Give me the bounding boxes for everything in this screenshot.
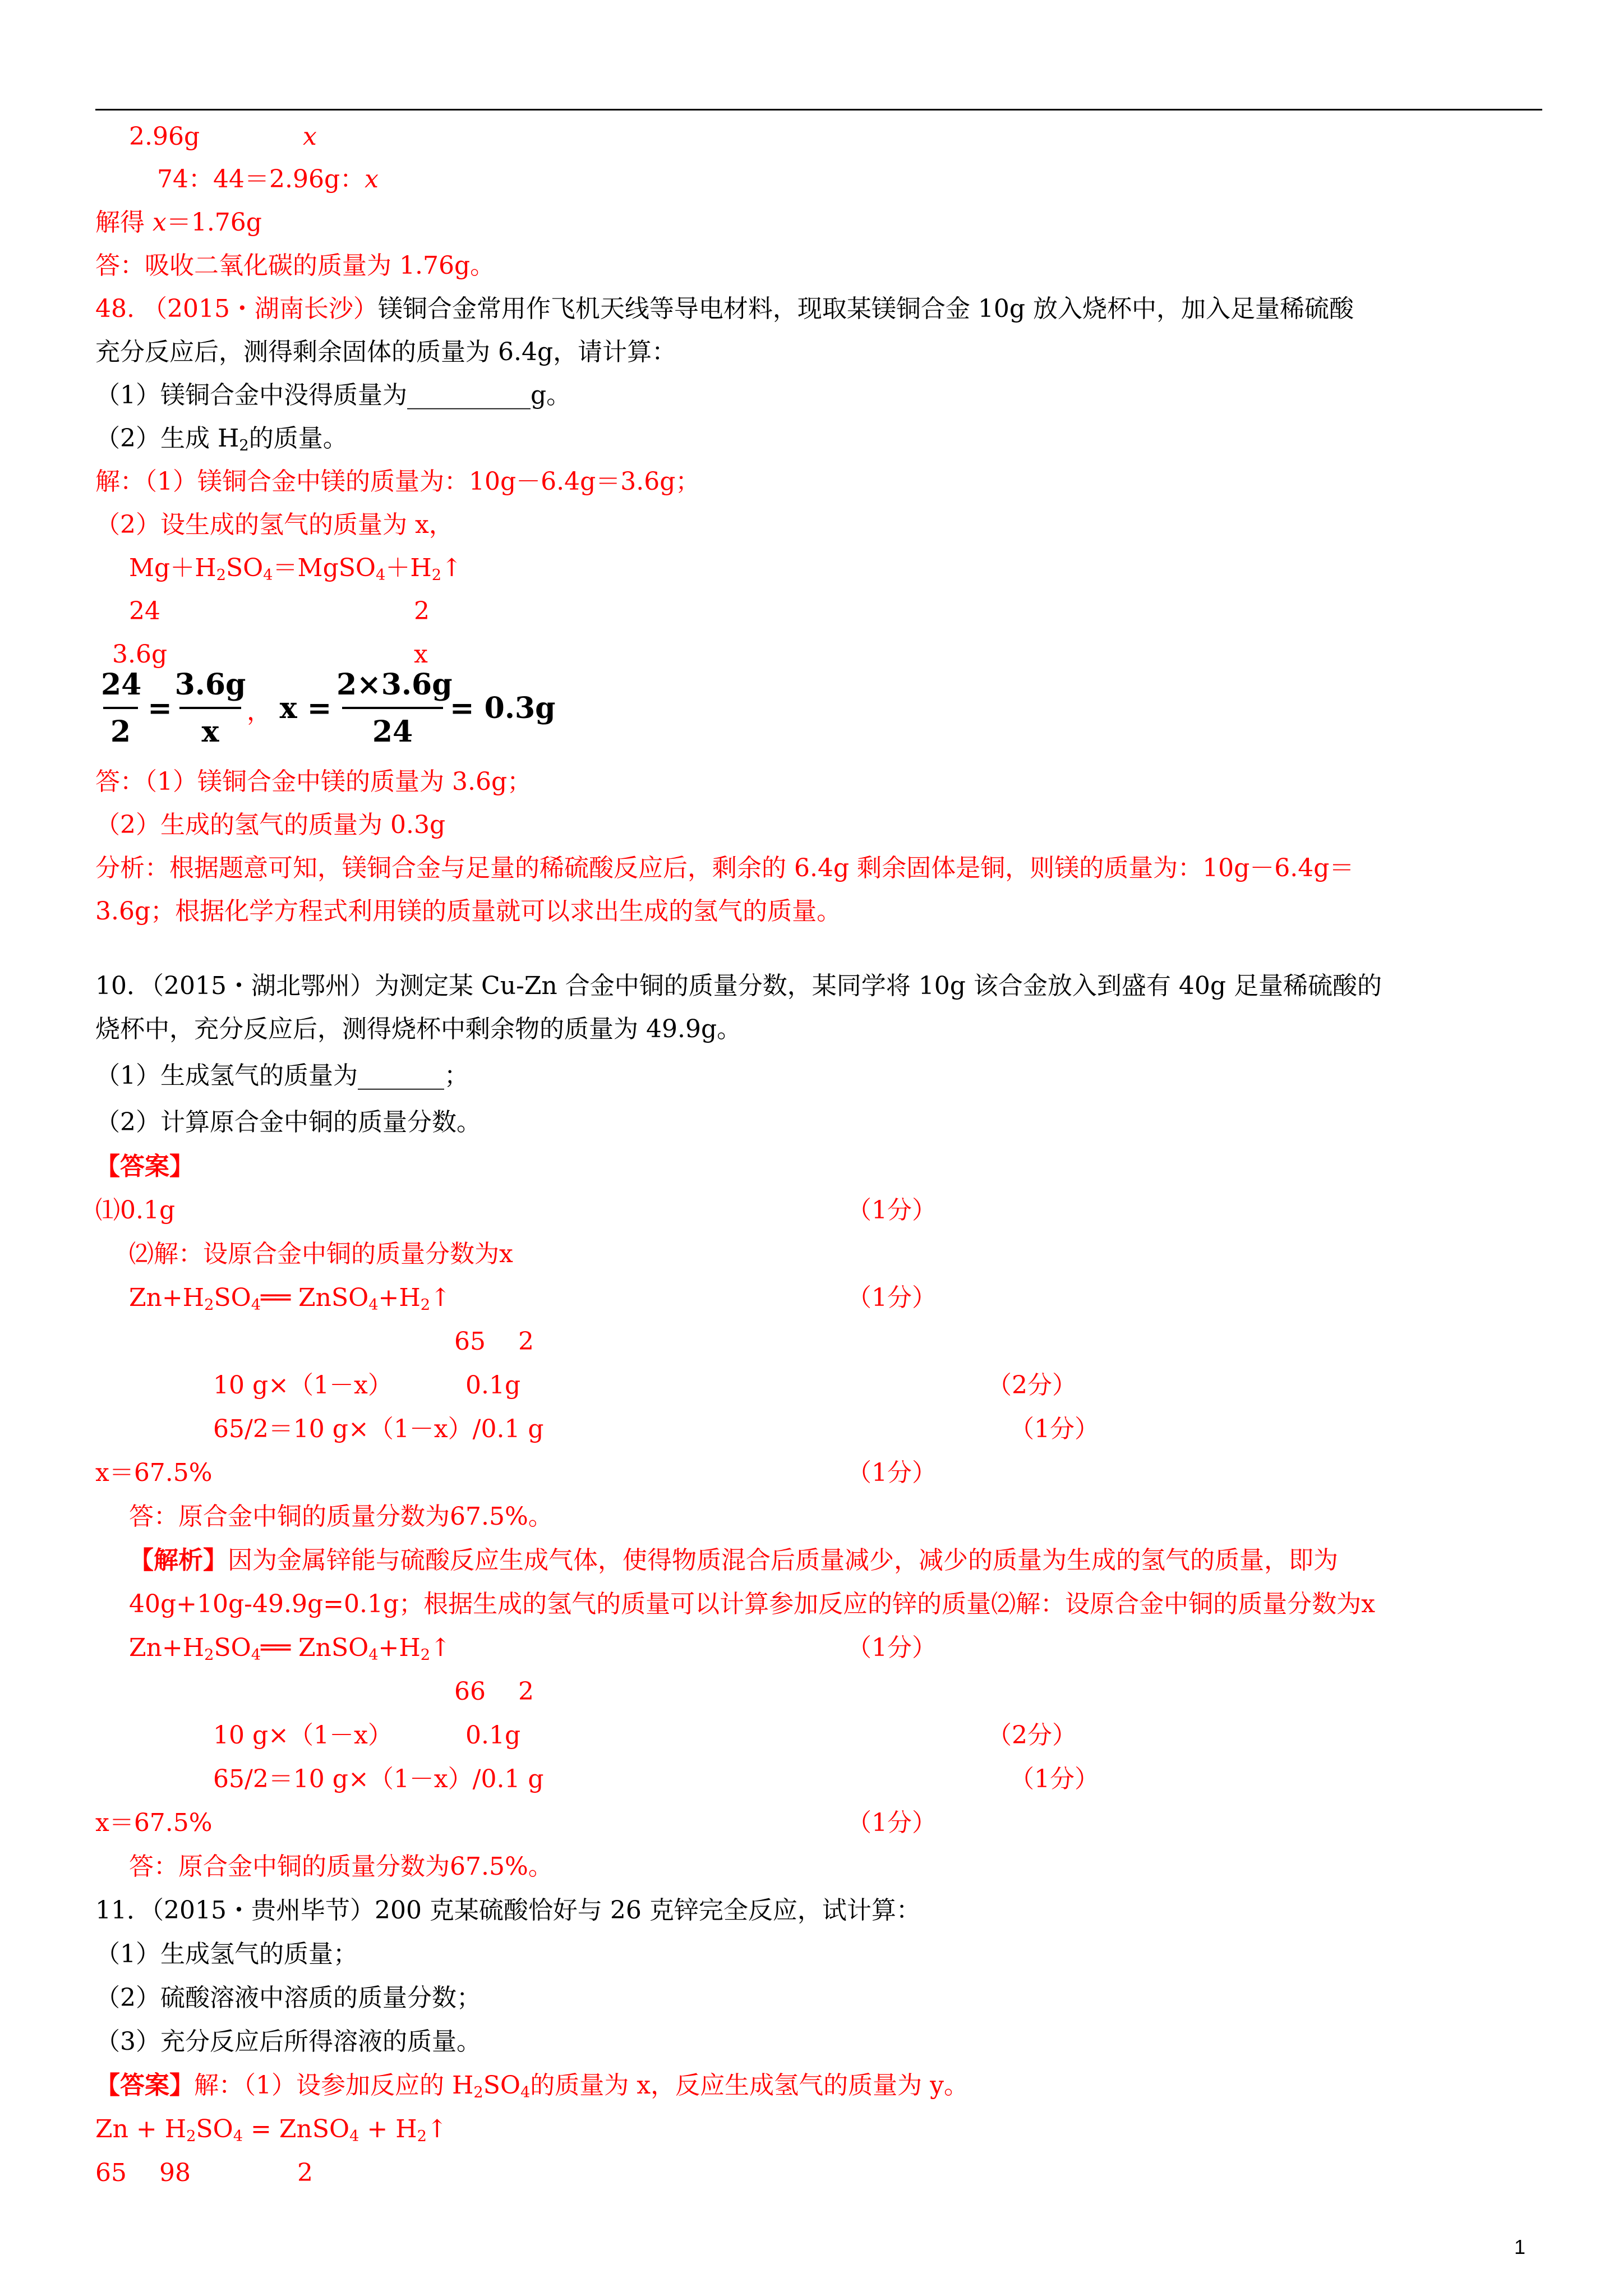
frac1-numerator: 24 <box>101 668 142 702</box>
q10-mass-row-b: 0.1g <box>465 1371 521 1400</box>
formula-comma: ， <box>247 697 271 726</box>
q10-answer-tag: 【答案】 <box>95 1152 194 1181</box>
q10-explanation-2: 40g+10g-49.9g=0.1g；根据生成的氢气的质量可以计算参加反应的锌的质量⑵解：设原合金中铜的质量分数为x <box>129 1590 1375 1618</box>
q10-mass-row-2-mark: （2分） <box>987 1721 1077 1750</box>
q48-analysis-2: 3.6g；根据化学方程式利用镁的质量就可以求出生成的氢气的质量。 <box>95 897 842 926</box>
q10-equation-2-mark: （1分） <box>847 1634 937 1662</box>
q48-answer-1: 答：（1）镁铜合金中镁的质量为 3.6g； <box>95 767 532 796</box>
q10-final-answer-2: 答：原合金中铜的质量分数为67.5%。 <box>129 1852 553 1881</box>
frac3-denominator: 24 <box>372 715 413 749</box>
q48-mass-row-2b: x <box>414 640 428 669</box>
q10-proportion: 65/2＝10 g×（1－x）/0.1 g <box>213 1415 544 1443</box>
q10-result-2: x＝67.5% <box>95 1809 213 1837</box>
q10-ratio-row-2: 66 2 <box>454 1677 534 1706</box>
q10-equation-2: $Zn+H_2SO_4══$ $ZnSO_4+H_2↑$ <box>129 1634 451 1664</box>
q10-mass-row-2a: 10 g×（1－x） <box>213 1721 393 1750</box>
q48-heading: 48. （2015・湖南长沙）镁铜合金常用作飞机天线等导电材料，现取某镁铜合金 10g 放入烧杯中，加入足量稀硫酸 <box>95 295 1354 323</box>
q10-equation: $Zn+H_2SO_4══$ $ZnSO_4+H_2↑$ <box>129 1283 451 1314</box>
frac2-denominator: x <box>201 715 219 749</box>
equals-1: = <box>147 691 172 725</box>
answer-co2: 答：吸收二氧化碳的质量为 1.76g。 <box>95 251 495 280</box>
q11-sub1: （1）生成氢气的质量； <box>95 1940 358 1968</box>
q48-mass-row-1a: 24 <box>129 597 160 625</box>
q10-part1: ⑴0.1g <box>95 1196 176 1225</box>
frac2-bar <box>179 707 241 709</box>
q10-proportion-2: 65/2＝10 g×（1－x）/0.1 g <box>213 1765 544 1793</box>
q10-heading: 10．（2015・湖北鄂州）为测定某 Cu-Zn 合金中铜的质量分数，某同学将 10g 该合金放入到盛有 40g 足量稀硫酸的 <box>95 972 1382 1000</box>
q48-mass-row-2a: 3.6g <box>112 640 168 669</box>
q11-mass-row: 65 98 2 <box>95 2159 313 2187</box>
q10-explanation-1: 【解析】因为金属锌能与硫酸反应生成气体，使得物质混合后质量减少，减少的质量为生成的氢气的质量，即为 <box>129 1546 1338 1575</box>
q10-part1-mark: （1分） <box>847 1196 937 1225</box>
q48-answer-2: （2）生成的氢气的质量为 0.3g <box>95 811 446 839</box>
q10-part2: ⑵解：设原合金中铜的质量分数为x <box>129 1240 513 1268</box>
q48-mass-row-1b: 2 <box>414 597 430 625</box>
q10-ratio-row: 65 2 <box>454 1327 534 1356</box>
q11-sub2: （2）硫酸溶液中溶质的质量分数； <box>95 1984 481 2012</box>
q48-equation: $Mg+H_2SO_4=MgSO_4+H_2↑$ <box>129 554 462 584</box>
q10-proportion-mark: （1分） <box>1009 1415 1099 1443</box>
solve-line: 解得 x＝1.76g <box>95 208 262 237</box>
q10-result-mark: （1分） <box>847 1458 937 1487</box>
q10-result-2-mark: （1分） <box>847 1809 937 1837</box>
header-rule <box>95 109 1542 111</box>
frac1-bar <box>103 707 138 709</box>
q48-sub2: （2）生成 $H_2$的质量。 <box>95 424 348 454</box>
q11-heading: 11．（2015・贵州毕节）200 克某硫酸恰好与 26 克锌完全反应，试计算： <box>95 1896 921 1925</box>
q10-mass-row-mark: （2分） <box>987 1371 1077 1400</box>
q48-heading-cont: 充分反应后，测得剩余固体的质量为 6.4g，请计算： <box>95 338 677 366</box>
page-number: 1 <box>1514 2235 1526 2258</box>
x-equals: x = <box>279 691 332 725</box>
ratio-row-a: 2.96g <box>129 122 200 151</box>
q48-sub1: （1）镁铜合金中没得质量为__________g。 <box>95 381 571 409</box>
q10-mass-row-2b: 0.1g <box>465 1721 521 1750</box>
frac1-denominator: 2 <box>110 715 131 749</box>
q11-equation: $Zn + H_2SO_4$ = ZnSO$_4$ + $H_2↑$ <box>95 2115 448 2145</box>
q10-final-answer: 答：原合金中铜的质量分数为67.5%。 <box>129 1502 553 1531</box>
q10-sub2: （2）计算原合金中铜的质量分数。 <box>95 1108 481 1137</box>
proportion-line: 74：44＝2.96g：x <box>157 165 379 194</box>
q10-sub1: （1）生成氢气的质量为_______； <box>95 1061 469 1090</box>
q10-equation-mark: （1分） <box>847 1283 937 1312</box>
ratio-row-x: x <box>303 122 317 151</box>
frac3-bar <box>342 707 443 709</box>
q48-formula <box>95 668 656 757</box>
formula-result: = 0.3g <box>450 691 556 725</box>
q10-proportion-2-mark: （1分） <box>1009 1765 1099 1793</box>
frac3-numerator: 2×3.6g <box>336 668 453 702</box>
q10-heading-cont: 烧杯中，充分反应后，测得烧杯中剩余物的质量为 49.9g。 <box>95 1015 742 1043</box>
q11-sub3: （3）充分反应后所得溶液的质量。 <box>95 2027 481 2056</box>
q11-answer-line: 【答案】解：（1）设参加反应的 $H_2SO_4$的质量为 x，反应生成氢气的质量为 y。 <box>95 2071 969 2101</box>
q10-mass-row-a: 10 g×（1－x） <box>213 1371 393 1400</box>
q48-solution-2: （2）设生成的氢气的质量为 x， <box>95 510 454 539</box>
q48-solution-1: 解：（1）镁铜合金中镁的质量为：10g－6.4g＝3.6g； <box>95 467 700 496</box>
q48-analysis-1: 分析：根据题意可知，镁铜合金与足量的稀硫酸反应后，剩余的 6.4g 剩余固体是铜，则镁的质量为：10g－6.4g＝ <box>95 854 1354 882</box>
q10-result: x＝67.5% <box>95 1458 213 1487</box>
frac2-numerator: 3.6g <box>174 668 246 702</box>
